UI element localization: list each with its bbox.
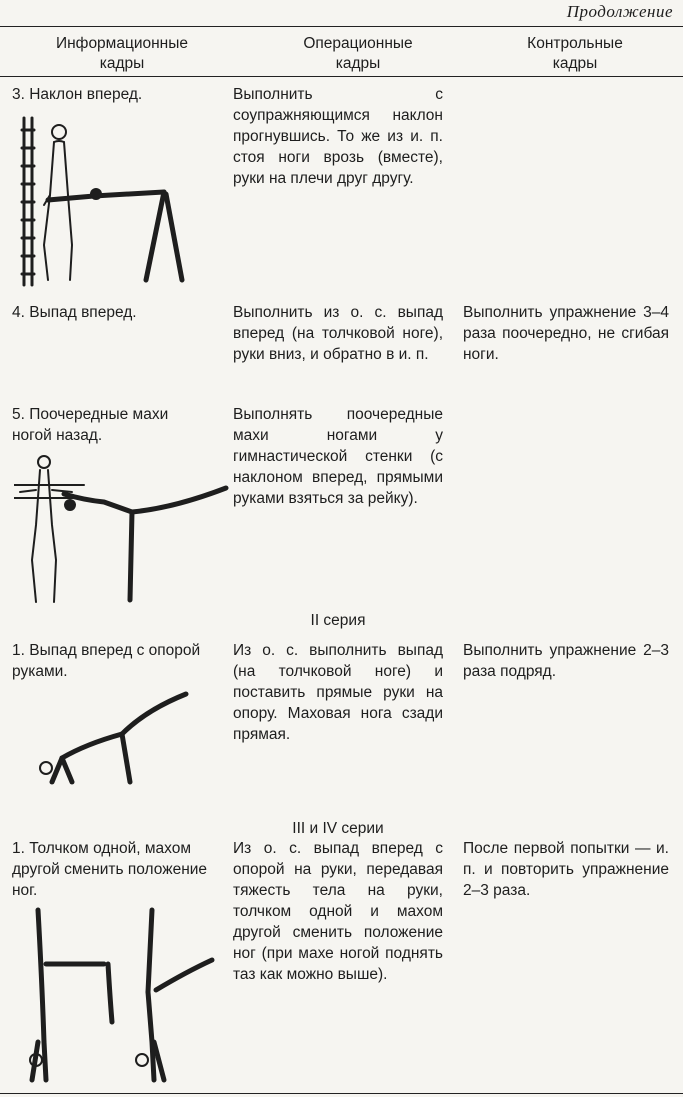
- header-informational-line2: кадры: [99, 55, 145, 72]
- row-4-control: Выполнить упражнение 2–3 раза подряд.: [463, 642, 669, 680]
- figure-leg-change: [16, 902, 216, 1092]
- figure-leg-swing: [14, 450, 234, 610]
- header-operational: [253, 34, 463, 74]
- row-3-operation: Выполнять поочередные махи ногами у гимнастической стенки (с наклоном вперед, прямыми руками взяться за рейку).: [233, 406, 443, 507]
- bottom-rule: [0, 1093, 683, 1094]
- figure-partner-bend: [14, 110, 194, 290]
- header-informational: [22, 34, 222, 74]
- row-2-operation: Выполнить из о. с. выпад вперед (на толчковой ноге), руки вниз, и обратно в и. п.: [233, 304, 443, 363]
- row-4-info: 1. Выпад вперед с опорой руками.: [12, 642, 201, 680]
- series-2-title: II серия: [310, 612, 366, 629]
- row-2-control: Выполнить упражнение 3–4 раза поочередно, не сгибая ноги.: [463, 304, 669, 363]
- row-4-operation: Из о. с. выполнить выпад (на толчковой ноге) и поставить прямые руки на опору. Маховая нога сзади прямая.: [233, 642, 443, 743]
- top-rule: [0, 26, 683, 27]
- header-control-line2: кадры: [552, 55, 598, 72]
- header-informational-line1: Информационные: [55, 35, 188, 52]
- row-1-operation: Выполнить с соупражняющимся наклон прогнувшись. То же из и. п. стоя ноги врозь (вместе), руки на плечи друг другу.: [233, 86, 443, 187]
- series-3-4-title: III и IV серии: [292, 820, 384, 837]
- continuation-label: Продолжение: [566, 2, 673, 21]
- header-control: [470, 34, 680, 74]
- header-operational-line1: Операционные: [303, 35, 413, 52]
- row-5-control: После первой попытки — и. п. и повторить упражнение 2–3 раза.: [463, 840, 669, 899]
- row-5-info: 1. Толчком одной, махом другой сменить положение ног.: [12, 840, 208, 899]
- header-control-line1: Контрольные: [527, 35, 623, 52]
- row-1-info: 3. Наклон вперед.: [12, 86, 143, 103]
- row-3-info: 5. Поочередные махи ногой назад.: [12, 406, 169, 444]
- row-2-info: 4. Выпад вперед.: [12, 304, 137, 321]
- header-operational-line2: кадры: [335, 55, 381, 72]
- header-rule: [0, 76, 683, 77]
- figure-lunge-support: [26, 688, 206, 788]
- row-5-operation: Из о. с. выпад вперед с опорой на руки, передавая тяжесть тела на руки, толчком одной и махом другой сменить положение ног (при махе ногой поднять таз как можно выше).: [233, 840, 443, 983]
